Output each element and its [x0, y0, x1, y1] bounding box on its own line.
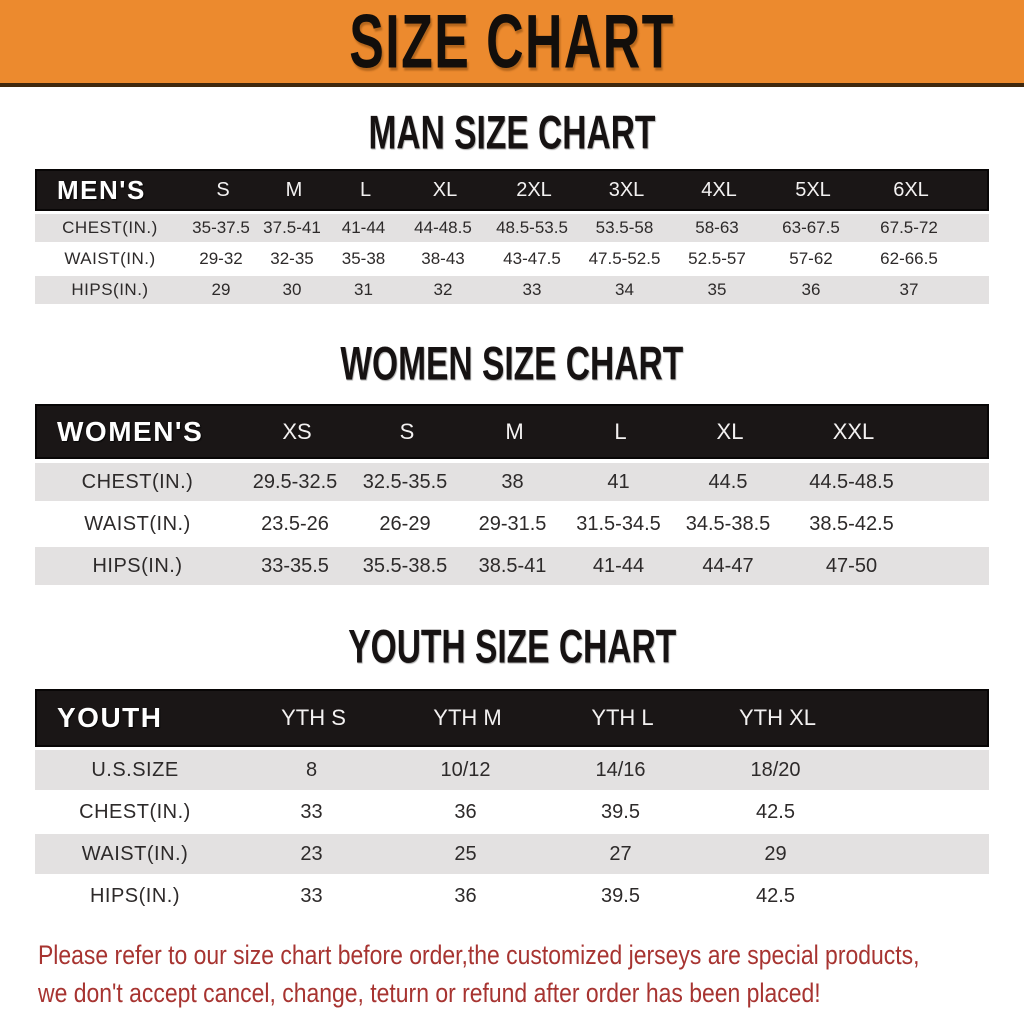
womens-size-table [35, 404, 989, 585]
measurement-row-label: WAIST(IN.) [84, 512, 191, 535]
order-notice-line-2 [38, 974, 1024, 1012]
measurement-value: 36 [454, 884, 477, 907]
measurement-value: 32 [433, 280, 453, 299]
order-notice-line-1-text: Please refer to our size chart before order,the customized jerseys are special products, [38, 940, 920, 970]
measurement-value: 29 [211, 280, 231, 299]
measurement-row [35, 876, 989, 916]
size-column-header: L [614, 418, 627, 444]
measurement-value: 26-29 [379, 512, 431, 535]
measurement-value: 33 [522, 280, 542, 299]
measurement-value: 39.5 [601, 800, 640, 823]
measurement-row [35, 463, 989, 501]
measurement-value: 32.5-35.5 [362, 470, 448, 493]
measurement-value: 34 [615, 280, 634, 299]
measurement-row-label: CHEST(IN.) [62, 218, 158, 237]
size-column-header: 2XL [516, 178, 552, 201]
table-header-row [35, 169, 989, 211]
table-corner-label: MEN'S [57, 174, 146, 205]
measurement-value: 63-67.5 [782, 218, 840, 237]
size-column-header: S [399, 418, 415, 444]
measurement-value: 29.5-32.5 [252, 470, 338, 493]
measurement-value: 47-50 [825, 554, 878, 577]
women-size-section [0, 337, 1024, 585]
filler-cell [959, 290, 989, 291]
filler-cell [919, 566, 989, 567]
women-size-heading [0, 337, 1024, 391]
measurement-value: 32-35 [270, 249, 314, 268]
mens-size-table [35, 169, 989, 304]
measurement-value: 34.5-38.5 [685, 512, 771, 535]
size-column-header: 4XL [701, 178, 737, 201]
measurement-value: 35 [707, 280, 727, 299]
filler-cell [853, 770, 989, 771]
measurement-value: 29-32 [199, 249, 243, 268]
measurement-row [35, 214, 989, 242]
size-column-header: XXL [832, 418, 875, 444]
youth-size-section [0, 620, 1024, 916]
measurement-value: 30 [282, 280, 302, 299]
women-size-heading-text: WOMEN SIZE CHART [340, 337, 684, 391]
man-size-section [0, 106, 1024, 304]
measurement-value: 25 [454, 842, 477, 865]
youth-size-heading-text: YOUTH SIZE CHART [348, 620, 676, 674]
measurement-value: 42.5 [756, 884, 795, 907]
measurement-value: 33 [300, 884, 323, 907]
order-notice-line-1 [38, 936, 1024, 974]
measurement-value: 38.5-42.5 [809, 512, 894, 535]
measurement-value: 29-31.5 [478, 512, 547, 535]
measurement-value: 37.5-41 [263, 218, 321, 237]
measurement-value: 38 [501, 470, 524, 493]
measurement-value: 8 [305, 758, 318, 781]
measurement-value: 44.5 [708, 470, 748, 493]
measurement-value: 14/16 [595, 758, 646, 781]
measurement-row [35, 547, 989, 585]
size-column-header: XS [282, 418, 312, 444]
measurement-value: 58-63 [695, 218, 739, 237]
measurement-value: 33-35.5 [261, 554, 329, 577]
measurement-value: 48.5-53.5 [496, 218, 568, 237]
measurement-row [35, 750, 989, 790]
size-column-header: YTH M [433, 705, 502, 730]
measurement-row [35, 276, 989, 304]
measurement-row [35, 834, 989, 874]
measurement-value: 44.5-48.5 [809, 470, 894, 493]
filler-cell [959, 259, 989, 260]
measurement-value: 10/12 [440, 758, 491, 781]
measurement-value: 53.5-58 [595, 218, 654, 237]
size-column-header: 6XL [893, 178, 929, 201]
measurement-value: 52.5-57 [688, 249, 746, 268]
measurement-value: 39.5 [601, 884, 640, 907]
youth-size-table [35, 689, 989, 916]
filler-cell [961, 190, 987, 191]
table-header-row [35, 404, 989, 459]
measurement-value: 42.5 [756, 800, 795, 823]
measurement-value: 41-44 [592, 554, 645, 577]
filler-cell [853, 896, 989, 897]
measurement-row [35, 505, 989, 543]
measurement-value: 62-66.5 [880, 249, 938, 268]
measurement-value: 44-48.5 [414, 218, 472, 237]
measurement-value: 27 [609, 842, 632, 865]
measurement-row-label: HIPS(IN.) [92, 554, 183, 577]
measurement-value: 38-43 [421, 249, 465, 268]
size-column-header: YTH S [281, 705, 346, 730]
size-column-header: XL [432, 178, 458, 201]
man-size-heading-text: MAN SIZE CHART [368, 106, 656, 160]
measurement-value: 23 [300, 842, 323, 865]
measurement-value: 31 [354, 280, 373, 299]
man-size-heading [0, 106, 1024, 160]
measurement-value: 35-37.5 [192, 218, 250, 237]
measurement-row-label: WAIST(IN.) [81, 842, 189, 865]
measurement-value: 37 [899, 280, 919, 299]
measurement-value: 36 [454, 800, 477, 823]
filler-cell [855, 718, 987, 719]
filler-cell [853, 812, 989, 813]
measurement-row-label: CHEST(IN.) [81, 470, 194, 493]
measurement-value: 31.5-34.5 [576, 512, 661, 535]
size-column-header: XL [716, 418, 744, 444]
filler-cell [921, 431, 987, 432]
measurement-row-label: CHEST(IN.) [79, 800, 191, 823]
measurement-value: 43-47.5 [503, 249, 561, 268]
youth-size-heading [0, 620, 1024, 674]
measurement-value: 35.5-38.5 [362, 554, 448, 577]
measurement-value: 38.5-41 [478, 554, 547, 577]
measurement-row-label: HIPS(IN.) [71, 280, 149, 299]
measurement-row-label: U.S.SIZE [91, 758, 179, 781]
measurement-value: 67.5-72 [880, 218, 938, 237]
order-notice [38, 936, 1024, 1012]
measurement-value: 41 [607, 470, 630, 493]
filler-cell [853, 854, 989, 855]
table-header-row [35, 689, 989, 747]
measurement-value: 57-62 [789, 249, 833, 268]
filler-cell [959, 228, 989, 229]
banner-title: SIZE CHART [349, 0, 675, 84]
measurement-row-label: HIPS(IN.) [89, 884, 181, 907]
measurement-value: 18/20 [750, 758, 801, 781]
size-column-header: 3XL [608, 178, 645, 201]
size-column-header: YTH L [591, 705, 654, 730]
size-column-header: L [359, 178, 372, 201]
measurement-value: 44-47 [702, 554, 754, 577]
measurement-value: 33 [300, 800, 323, 823]
size-column-header: S [216, 178, 230, 201]
measurement-value: 35-38 [341, 249, 386, 268]
measurement-value: 41-44 [341, 218, 386, 237]
measurement-value: 36 [801, 280, 821, 299]
size-column-header: 5XL [795, 178, 831, 201]
table-corner-label: YOUTH [57, 702, 163, 733]
measurement-value: 29 [764, 842, 787, 865]
measurement-row-label: WAIST(IN.) [64, 249, 156, 268]
measurement-value: 47.5-52.5 [588, 249, 661, 268]
filler-cell [919, 524, 989, 525]
measurement-row [35, 245, 989, 273]
size-column-header: M [505, 418, 524, 444]
measurement-value: 23.5-26 [261, 512, 329, 535]
size-column-header: M [285, 178, 303, 201]
table-corner-label: WOMEN'S [57, 415, 204, 447]
filler-cell [919, 482, 989, 483]
measurement-row [35, 792, 989, 832]
size-chart-banner [0, 0, 1024, 87]
order-notice-line-2-text: we don't accept cancel, change, teturn or refund after order has been placed! [38, 978, 821, 1008]
size-column-header: YTH XL [738, 705, 817, 730]
